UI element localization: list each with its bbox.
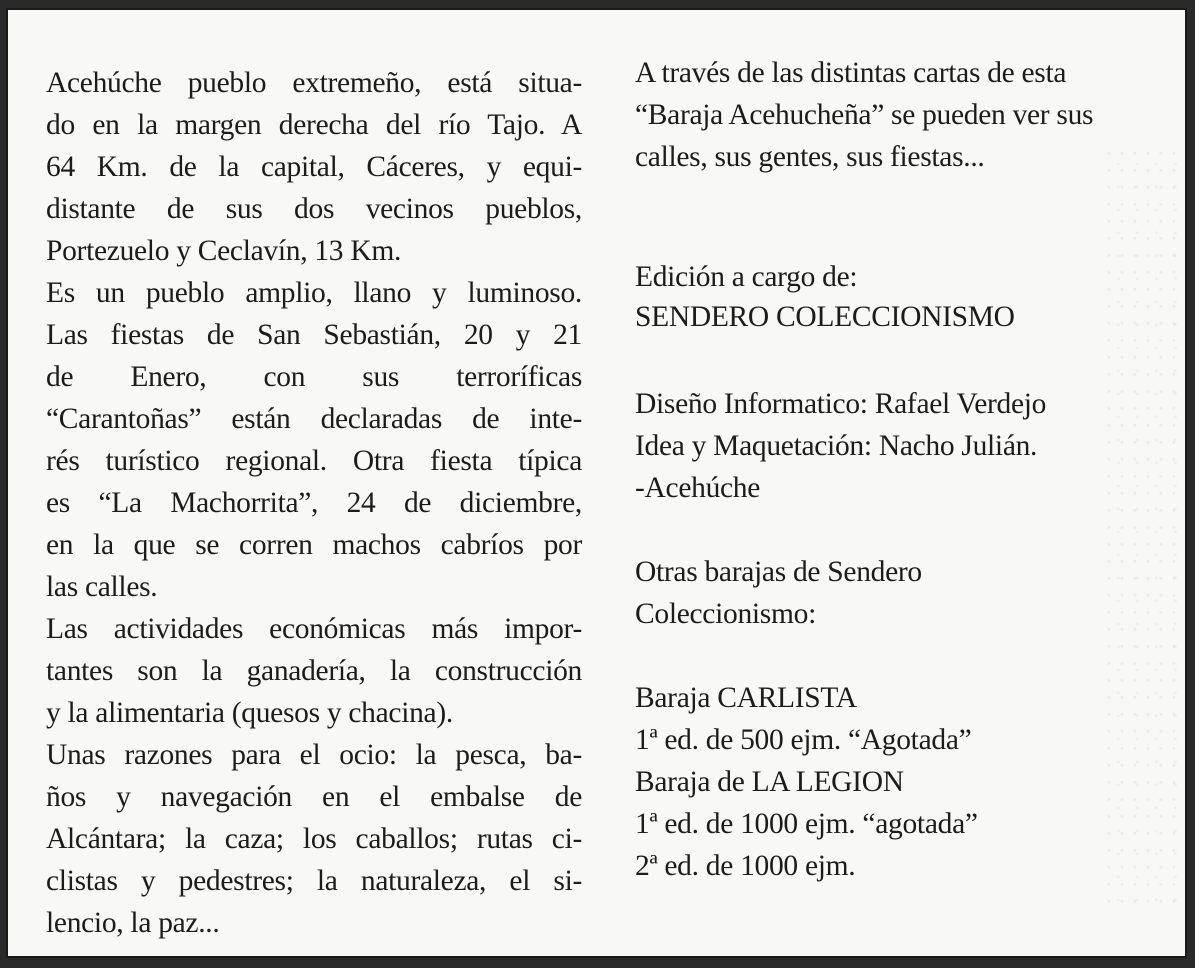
text-line: Alcántara; la caza; los caballos; rutas ci- <box>46 823 582 855</box>
text-line: Acehúche pueblo extremeño, está situa- <box>46 67 582 99</box>
text-line: Las fiestas de San Sebastián, 20 y 21 <box>46 319 582 351</box>
deck-list-item: 1ª ed. de 1000 ejm. “agotada” <box>635 808 978 840</box>
text-line: 64 Km. de la capital, Cáceres, y equi- <box>46 151 582 183</box>
paper-texture <box>1105 150 1185 910</box>
deck-list-item: 2ª ed. de 1000 ejm. <box>635 850 856 882</box>
text-line: do en la margen derecha del río Tajo. A <box>46 109 582 141</box>
text-line: Es un pueblo amplio, llano y luminoso. <box>46 277 582 309</box>
edition-label: Edición a cargo de: <box>635 261 858 293</box>
other-decks-heading: Otras barajas de Sendero <box>635 556 922 588</box>
intro-line: A través de las distintas cartas de esta <box>635 57 1067 89</box>
deck-list-item: Baraja CARLISTA <box>635 682 857 714</box>
text-line: Portezuelo y Ceclavín, 13 Km. <box>46 235 402 267</box>
text-line: de Enero, con sus terroríficas <box>46 361 582 393</box>
text-line: ños y navegación en el embalse de <box>46 781 582 813</box>
publisher-name: SENDERO COLECCIONISMO <box>635 301 1015 333</box>
text-line: rés turístico regional. Otra fiesta típica <box>46 445 582 477</box>
other-decks-heading: Coleccionismo: <box>635 598 816 630</box>
card-back <box>6 8 1187 958</box>
text-line: y la alimentaria (quesos y chacina). <box>46 697 453 729</box>
text-line: lencio, la paz... <box>46 907 220 939</box>
text-line: en la que se corren machos cabríos por <box>46 529 582 561</box>
deck-list-item: Baraja de LA LEGION <box>635 766 904 798</box>
credit-line: -Acehúche <box>635 472 761 504</box>
text-line: es “La Machorrita”, 24 de diciembre, <box>46 487 582 519</box>
intro-line: “Baraja Acehucheña” se pueden ver sus <box>635 99 1094 131</box>
text-line: Unas razones para el ocio: la pesca, ba- <box>46 739 582 771</box>
text-line: clistas y pedestres; la naturaleza, el si- <box>46 865 582 897</box>
text-line: distante de sus dos vecinos pueblos, <box>46 193 582 225</box>
text-line: Las actividades económicas más impor- <box>46 613 582 645</box>
deck-list-item: 1ª ed. de 500 ejm. “Agotada” <box>635 724 972 756</box>
intro-line: calles, sus gentes, sus fiestas... <box>635 141 985 173</box>
credit-line: Idea y Maquetación: Nacho Julián. <box>635 430 1038 462</box>
text-line: tantes son la ganadería, la construcción <box>46 655 582 687</box>
text-line: “Carantoñas” están declaradas de inte- <box>46 403 582 435</box>
text-line: las calles. <box>46 571 158 603</box>
credit-line: Diseño Informatico: Rafael Verdejo <box>635 388 1047 420</box>
